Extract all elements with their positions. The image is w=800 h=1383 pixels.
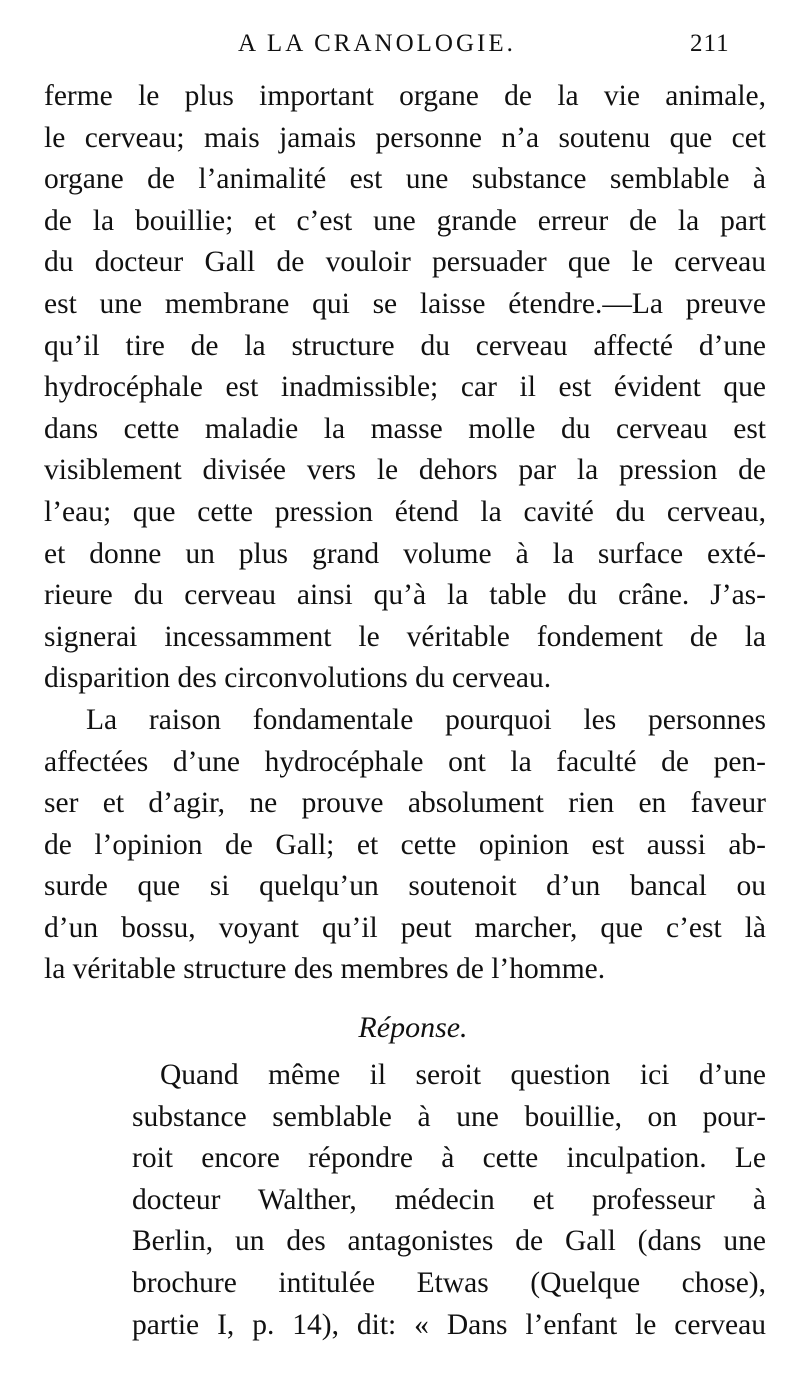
text-line: ferme le plus important organe de la vie animale, [44,80,766,112]
text-line: ser et d’agir, ne prouve absolument rien en faveur [44,787,766,820]
page-number: 211 [690,30,730,57]
text-line: hydrocéphale est inadmissible; car il est évident que [44,371,766,404]
text-line: du docteur Gall de vouloir persuader que le cerveau [44,246,766,279]
text-line: roit encore répondre à cette inculpation. Le [132,1142,766,1175]
text-line: Berlin, un des antagonistes de Gall (dans une [132,1225,766,1258]
text-line: docteur Walther, médecin et professeur à [132,1183,766,1216]
text-line: dans cette maladie la masse molle du cerveau est [44,412,766,445]
text-line: partie I, p. 14), dit: « Dans l’enfant le cerveau [132,1308,766,1341]
text-line: de la bouillie; et c’est une grande erreur de la part [44,204,766,237]
text-line: et donne un plus grand volume à la surface exté- [44,537,766,570]
text-line: d’un bossu, voyant qu’il peut marcher, que c’est là [44,911,766,944]
text-line: le cerveau; mais jamais personne n’a soutenu que cet [44,121,766,154]
page-body [44,76,766,1346]
text-line: signerai incessamment le véritable fondement de la [44,620,766,653]
text-line: est une membrane qui se laisse étendre.—La preuve [44,287,766,320]
section-heading: Réponse. [358,1011,468,1045]
text-line: substance semblable à une bouillie, on pour- [132,1100,766,1133]
text-line: La raison fondamentale pourquoi les personnes [86,703,766,736]
paragraph-1 [44,76,766,700]
text-line: qu’il tire de la structure du cerveau affecté d’une [44,329,766,362]
text-line: disparition des circonvolutions du cerveau. [44,662,552,695]
text-line: affectées d’une hydrocéphale ont la faculté de pen- [44,745,766,778]
text-line: la véritable structure des membres de l’homme. [44,953,606,986]
reply-paragraph [44,1055,766,1346]
text-line: l’eau; que cette pression étend la cavité du cerveau, [44,495,766,528]
text-line: surde que si quelqu’un soutenoit d’un bancal ou [44,870,766,903]
text-line: de l’opinion de Gall; et cette opinion est aussi ab- [44,828,766,861]
paragraph-2 [44,700,766,991]
text-line: visiblement divisée vers le dehors par la pression de [44,454,766,487]
running-head: A LA CRANOLOGIE. [238,30,516,57]
text-line: rieure du cerveau ainsi qu’à la table du crâne. J’as- [44,579,766,612]
text-line: Quand même il seroit question ici d’une [160,1059,766,1092]
text-line: brochure intitulée Etwas (Quelque chose), [132,1267,766,1300]
text-line: organe de l’animalité est une substance semblable à [44,163,766,196]
page-header [0,30,800,66]
